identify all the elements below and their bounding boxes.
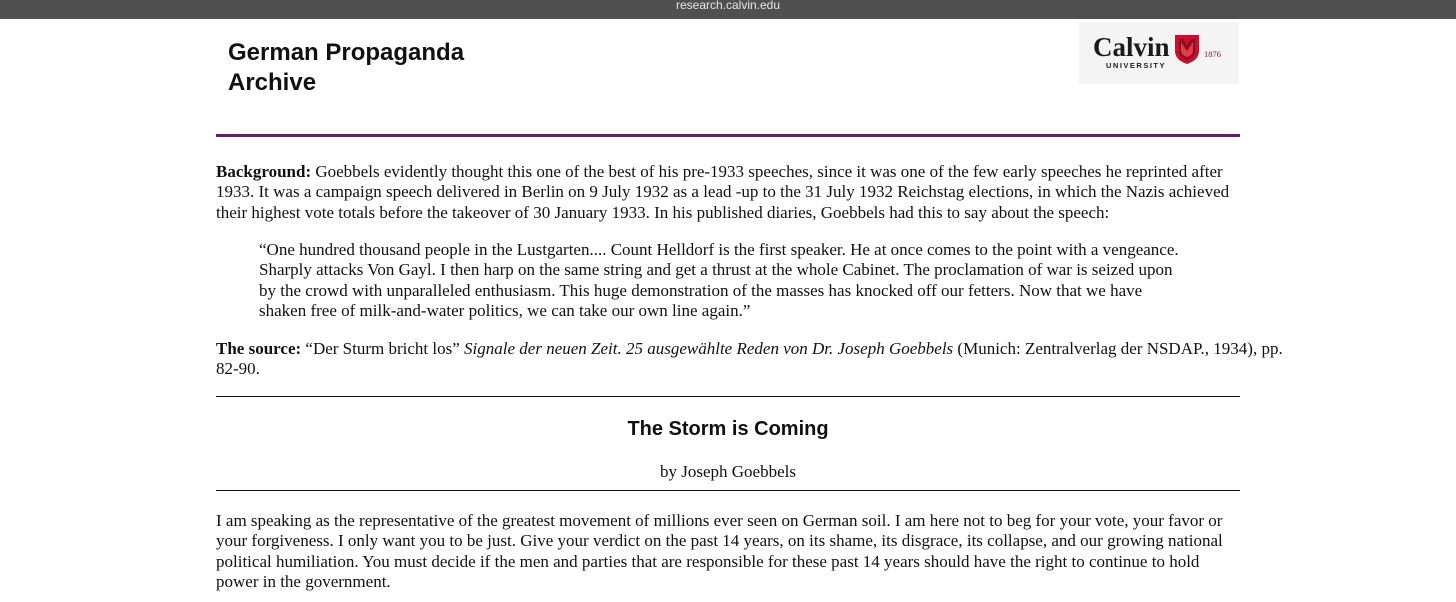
diary-quote	[259, 240, 1219, 321]
speech-title: The Storm is Coming	[627, 418, 829, 440]
background-line-1: Goebbels evidently thought this one of the best of his pre-1933 speeches, since it was one of the few early speeches he reprinted after	[315, 162, 1223, 181]
speech-byline: by Joseph Goebbels	[660, 462, 796, 481]
source-label: The source:	[216, 339, 302, 358]
shield-icon	[1174, 33, 1200, 65]
background-paragraph	[216, 162, 1246, 223]
logo-subtitle: UNIVERSITY	[1106, 61, 1167, 70]
site-title-line-1: German Propaganda	[228, 39, 465, 66]
source-publication: (Munich: Zentralverlag der NSDAP., 1934), pp.	[957, 339, 1283, 358]
logo-wordmark: Calvin	[1093, 32, 1170, 62]
logo-year: 1876	[1204, 49, 1221, 59]
section-divider-bottom	[216, 490, 1240, 491]
speech-line-2: your forgiveness. I only want you to be just. Give your verdict on the past 14 years, on its shame, its disgrace, its collapse, and our growing national	[216, 531, 1223, 551]
site-title-line-2: Archive	[228, 69, 317, 96]
quote-line-2: Sharply attacks Von Gayl. I then harp on the same string and get a thrust at the whole Cabinet. The proclamation of war is seized upon	[259, 260, 1173, 280]
quote-line-1: “One hundred thousand people in the Lustgarten.... Count Helldorf is the first speaker. He at once comes to the point with a vengeance.	[259, 240, 1179, 259]
url-bar[interactable]	[0, 0, 1456, 19]
calvin-university-logo[interactable]	[1079, 22, 1239, 84]
background-line-2: 1933. It was a campaign speech delivered in Berlin on 9 July 1932 as a lead -up to the 31 July 1932 Reichstag elections, in which the Nazis achieved	[216, 182, 1230, 202]
speech-line-3: political humiliation. You must decide if the men and parties that are responsible for these past 14 years should have the right to continue to hold	[216, 551, 1200, 571]
speech-line-1: I am speaking as the representative of the greatest movement of millions ever seen on German soil. I am here not to beg for your vote, your favor or	[216, 511, 1223, 530]
url-text: research.calvin.edu	[675, 0, 781, 12]
quote-line-4: shaken free of milk-and-water politics, we can take our own line again.”	[259, 300, 751, 320]
speech-paragraph	[216, 511, 1246, 593]
source-pages: 82-90.	[216, 359, 260, 379]
source-paragraph	[216, 339, 1283, 380]
source-book-title: Signale der neuen Zeit. 25 ausgewählte Reden von Dr. Joseph Goebbels	[464, 339, 954, 358]
header-divider	[216, 134, 1240, 137]
speech-line-4: power in the government.	[216, 572, 391, 592]
background-line-3: their highest vote totals before the takeover of 30 January 1933. In his published diaries, Goebbels had this to say about the speech:	[216, 202, 1110, 222]
background-label: Background:	[216, 162, 312, 181]
section-divider-top	[216, 396, 1240, 397]
source-title: “Der Sturm bricht los”	[305, 339, 460, 358]
site-title[interactable]	[228, 38, 548, 98]
quote-line-3: by the crowd with unparalleled enthusiasm. This huge demonstration of the masses has knocked off our fetters. Now that we have	[259, 280, 1143, 300]
